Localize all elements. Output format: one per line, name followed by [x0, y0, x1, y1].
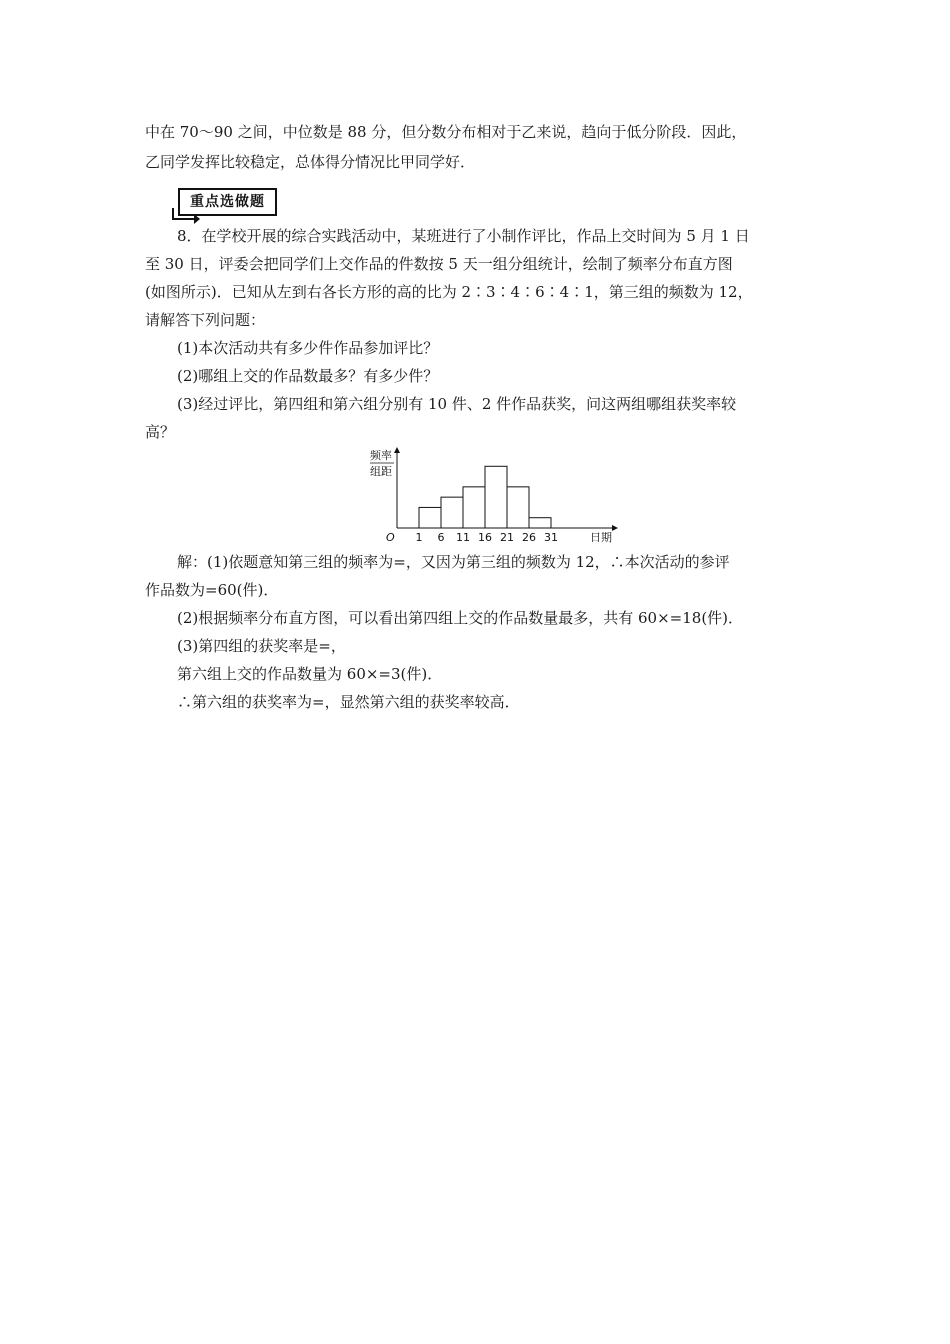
question-line-1: 8．在学校开展的综合实践活动中，某班进行了小制作评比，作品上交时间为 5 月 1 日	[177, 227, 750, 245]
x-tick-label: 6	[437, 531, 445, 544]
question-sub-1: (1)本次活动共有多少件作品参加评比？	[177, 339, 439, 357]
solution-line-3: (2)根据频率分布直方图，可以看出第四组上交的作品数量最多，共有 60×=18(件)．	[177, 609, 744, 627]
question-line-4: 请解答下列问题：	[145, 311, 266, 329]
question-line-3: (如图所示)．已知从左到右各长方形的高的比为 2∶3∶4∶6∶4∶1，第三组的频数为 12，	[145, 283, 753, 301]
question-sub-3-line-2: 高？	[145, 423, 176, 441]
section-badge	[178, 188, 277, 216]
x-tick-label: 11	[456, 531, 470, 544]
x-tick-label: 1	[415, 531, 423, 544]
x-tick-label: 31	[544, 531, 558, 544]
y-label-top: 频率	[370, 449, 392, 462]
y-label-bottom: 组距	[370, 465, 392, 478]
solution-line-4: (3)第四组的获奖率是=，	[177, 637, 346, 655]
solution-line-6: ∴第六组的获奖率为=，显然第六组的获奖率较高．	[177, 693, 520, 711]
histogram-bars	[419, 466, 551, 528]
histogram-bar	[507, 487, 529, 528]
question-sub-2: (2)哪组上交的作品数最多？有多少件？	[177, 367, 439, 385]
y-axis-arrow-icon	[394, 447, 400, 453]
question-line-2: 至 30 日，评委会把同学们上交作品的件数按 5 天一组分组统计，绘制了频率分布直方图	[145, 255, 733, 273]
histogram-bar	[485, 466, 507, 528]
solution-line-5: 第六组上交的作品数量为 60×=3(件)．	[177, 665, 443, 683]
frequency-histogram	[360, 446, 630, 546]
x-axis-arrow-icon	[612, 525, 618, 531]
section-badge-label: 重点选做题	[190, 194, 265, 210]
x-axis-label: 日期	[590, 531, 612, 544]
histogram-bar	[441, 497, 463, 528]
histogram-bar	[529, 518, 551, 528]
prev-paragraph-line-1: 中在 70～90 之间，中位数是 88 分，但分数分布相对于乙来说，趋向于低分阶段．因此，	[145, 123, 747, 141]
histogram-bar	[419, 507, 441, 528]
x-tick-label: 21	[500, 531, 514, 544]
badge-flag-icon	[172, 208, 194, 220]
solution-line-2: 作品数为=60(件)．	[145, 581, 279, 599]
prev-paragraph-line-2: 乙同学发挥比较稳定，总体得分情况比甲同学好．	[145, 153, 476, 171]
solution-line-1: 解：(1)依题意知第三组的频率为=，又因为第三组的频数为 12，∴本次活动的参评	[177, 553, 730, 571]
x-tick-labels	[416, 531, 559, 544]
question-sub-3-line-1: (3)经过评比，第四组和第六组分别有 10 件、2 件作品获奖，问这两组哪组获奖率较	[177, 395, 737, 413]
origin-label: O	[386, 531, 395, 544]
x-tick-label: 16	[478, 531, 492, 544]
x-tick-label: 26	[522, 531, 536, 544]
histogram-bar	[463, 487, 485, 528]
